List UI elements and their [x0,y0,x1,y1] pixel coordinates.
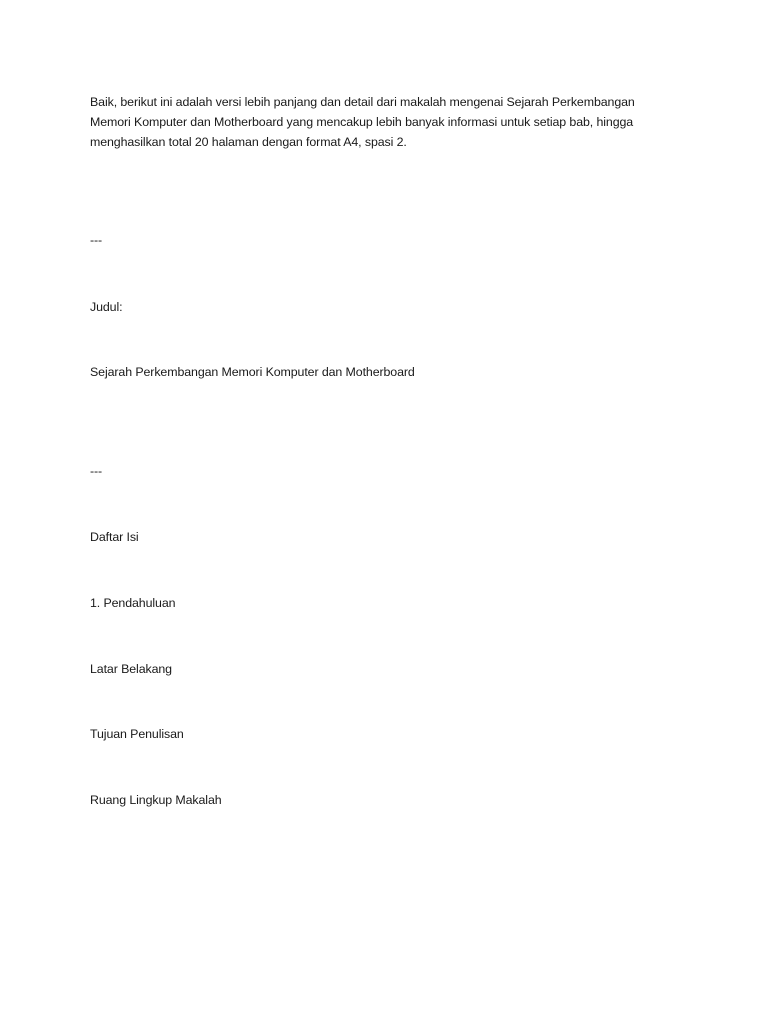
toc-item-ruang-lingkup: Ruang Lingkup Makalah [90,793,222,807]
intro-line-3: menghasilkan total 20 halaman dengan format A4, spasi 2. [90,135,407,149]
title-label: Judul: [90,300,123,314]
separator-1: --- [90,233,103,247]
toc-heading: Daftar Isi [90,530,139,544]
toc-section-pendahuluan: 1. Pendahuluan [90,596,176,610]
separator-2: --- [90,464,103,478]
intro-paragraph [90,92,635,152]
toc-item-latar-belakang: Latar Belakang [90,662,172,676]
document-title: Sejarah Perkembangan Memori Komputer dan Motherboard [90,365,415,379]
toc-item-tujuan-penulisan: Tujuan Penulisan [90,727,184,741]
intro-line-2: Memori Komputer dan Motherboard yang mencakup lebih banyak informasi untuk setiap bab, hingga [90,115,634,129]
intro-line-1: Baik, berikut ini adalah versi lebih panjang dan detail dari makalah mengenai Sejarah Perkembangan [90,95,635,109]
